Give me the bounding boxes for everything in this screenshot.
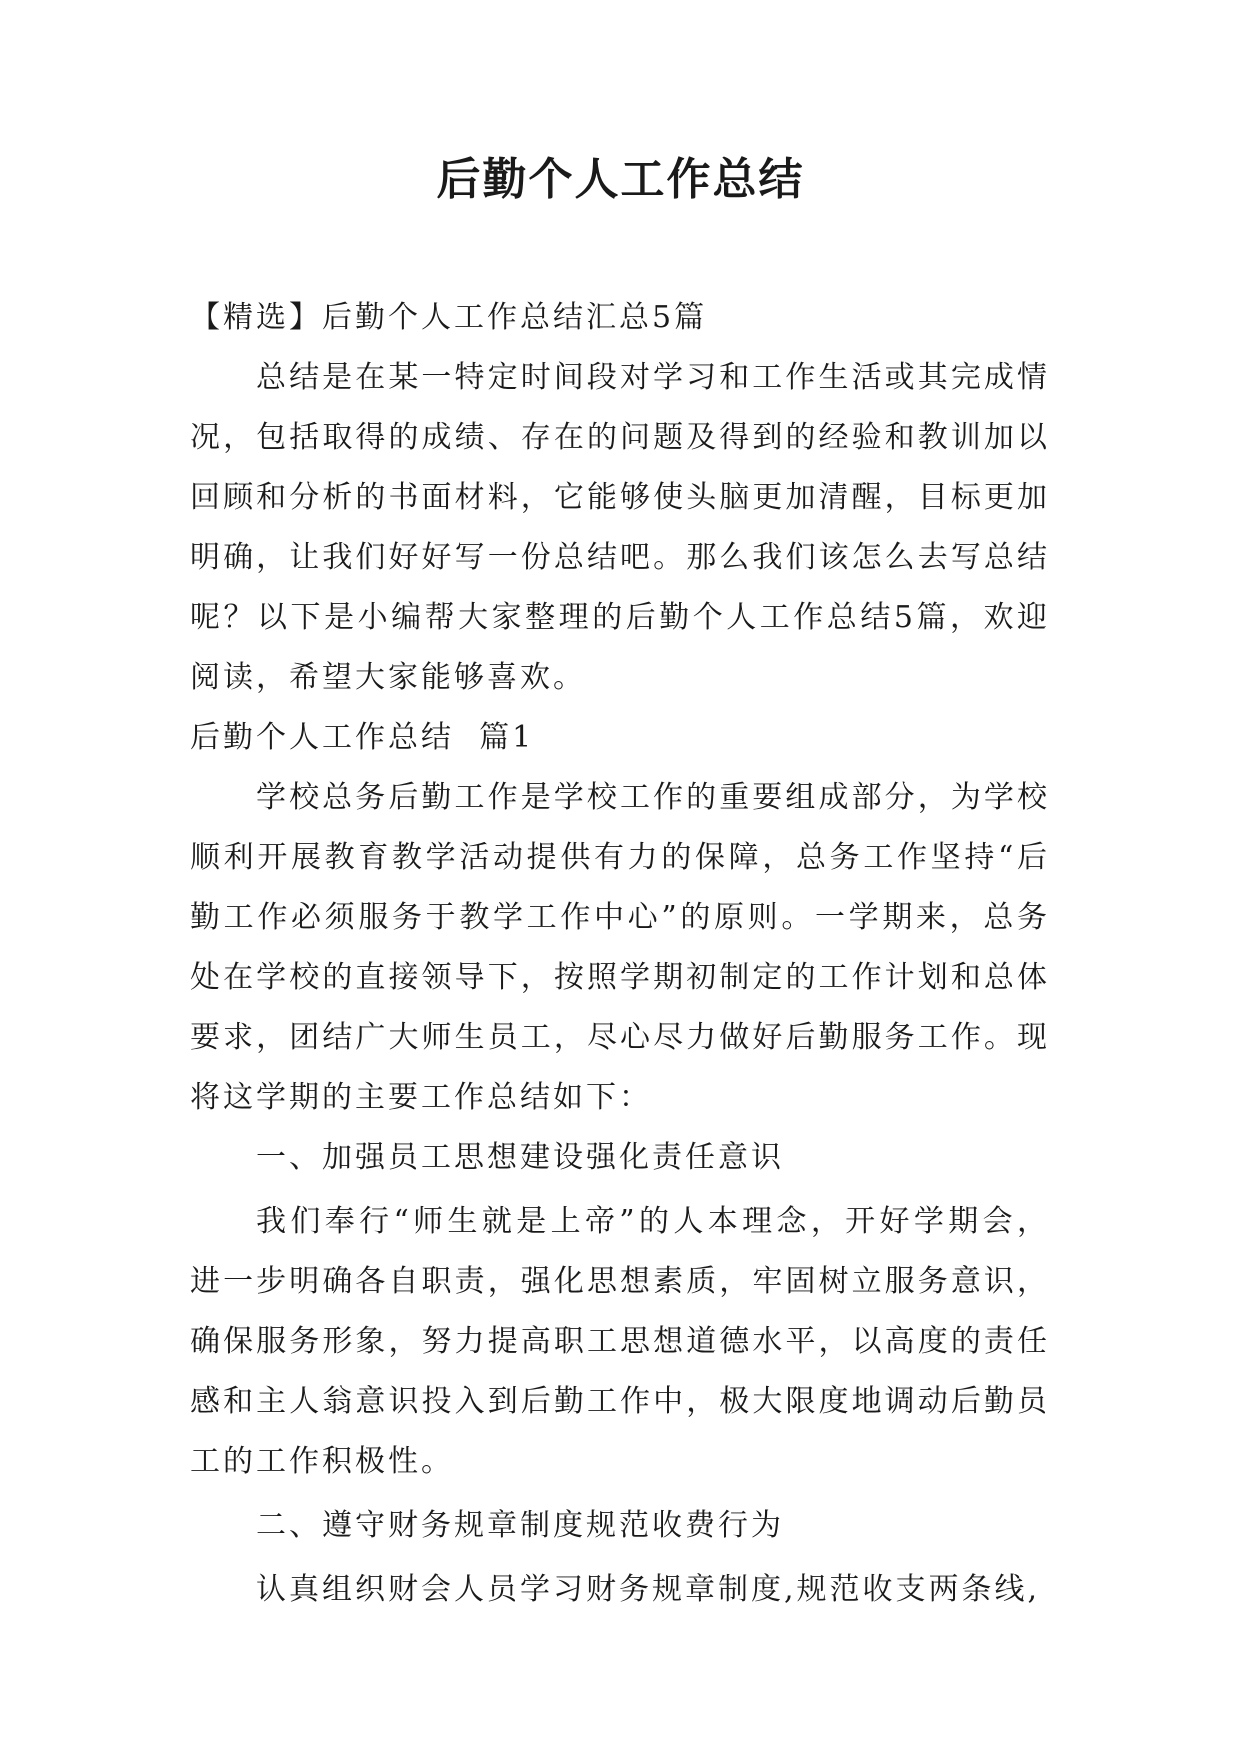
subheading: 一、加强员工思想建设强化责任意识 bbox=[256, 1140, 784, 1175]
document-body bbox=[190, 288, 1050, 1620]
document-subtitle: 【精选】后勤个人工作总结汇总5篇 bbox=[190, 300, 708, 335]
intro-paragraph: 总结是在某一特定时间段对学习和工作生活或其完成情况，包括取得的成绩、存在的问题及得到的经验和教训加以回顾和分析的书面材料，它能够使头脑更加清醒，目标更加明确，让我们好好写一份总结吧。那么我们该怎么去写总结呢？以下是小编帮大家整理的后勤个人工作总结5篇，欢迎阅读，希望大家能够喜欢。 bbox=[190, 360, 1050, 695]
document-title: 后勤个人工作总结 bbox=[436, 154, 805, 205]
body-paragraph: 学校总务后勤工作是学校工作的重要组成部分，为学校顺利开展教育教学活动提供有力的保障，总务工作坚持“后勤工作必须服务于教学工作中心”的原则。一学期来，总务处在学校的直接领导下，按照学期初制定的工作计划和总体要求，团结广大师生员工，尽心尽力做好后勤服务工作。现将这学期的主要工作总结如下： bbox=[190, 780, 1050, 1115]
section-heading: 后勤个人工作总结 篇1 bbox=[190, 720, 535, 755]
subheading: 二、遵守财务规章制度规范收费行为 bbox=[256, 1508, 784, 1543]
body-paragraph: 我们奉行“师生就是上帝”的人本理念，开好学期会，进一步明确各自职责，强化思想素质，牢固树立服务意识，确保服务形象，努力提高职工思想道德水平，以高度的责任感和主人翁意识投入到后勤工作中，极大限度地调动后勤员工的工作积极性。 bbox=[190, 1204, 1050, 1479]
body-paragraph: 认真组织财会人员学习财务规章制度,规范收支两条线, bbox=[256, 1572, 1041, 1607]
